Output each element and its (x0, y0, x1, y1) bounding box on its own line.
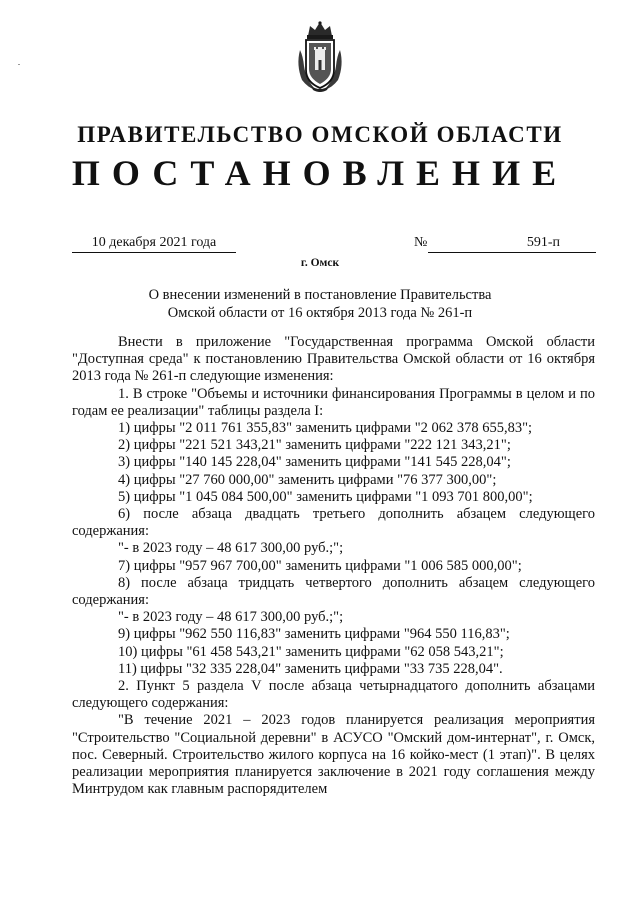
list-item: 7) цифры "957 967 700,00" заменить цифрами "1 006 585 000,00"; (118, 557, 522, 574)
city-label: г. Омск (300, 257, 340, 269)
heading-line: Омской области от 16 октября 2013 года № 261-п (167, 304, 473, 321)
heading-line: О внесении изменений в постановление Правительства (148, 287, 492, 303)
list-item: 6) после абзаца двадцать третьего дополнить абзацем следующего содержания: (72, 506, 595, 540)
clause-paragraph: 1. В строке "Объемы и источники финансирования Программы в целом и по годам ее реализации" таблицы раздела I: (72, 385, 595, 419)
clause-paragraph: 2. Пункт 5 раздела V после абзаца четырнадцатого дополнить абзацами следующего содержания: (72, 678, 595, 712)
document-number: 591-п (428, 235, 596, 253)
intro-paragraph: Внести в приложение "Государственная программа Омской области "Доступная среда" к постановлению Правительства Омской области от 16 октября 2013 года № 261-п следующие изменения: (72, 334, 595, 385)
quoted-insert: "В течение 2021 – 2023 годов планируется реализация мероприятия "Строительство "Социальной деревни" в АСУСО "Омский дом-интернат", г. Омск, пос. Северный. Строительство жилого корпуса на 16 койко-мест (1 этап)". В целях реализации мероприятия планируется заключение в 2021 году соглашения между Минтрудом как главным распорядителем (72, 712, 595, 798)
list-item: 8) после абзаца тридцать четвертого дополнить абзацем следующего содержания: (72, 574, 595, 609)
document-body (72, 334, 595, 798)
org-title: ПРАВИТЕЛЬСТВО ОМСКОЙ ОБЛАСТИ (77, 122, 563, 147)
quoted-insert: "- в 2023 году – 48 617 300,00 руб.;"; (118, 540, 344, 557)
document-type-title: ПОСТАНОВЛЕНИЕ (71, 153, 569, 193)
list-item: 1) цифры "2 011 761 355,83" заменить цифрами "2 062 378 655,83"; (118, 420, 533, 437)
list-item: 2) цифры "221 521 343,21" заменить цифрами "222 121 343,21"; (118, 437, 511, 454)
scan-speck (18, 64, 20, 65)
list-item: 10) цифры "61 458 543,21" заменить цифрами "62 058 543,21"; (118, 643, 504, 660)
list-item: 5) цифры "1 045 084 500,00" заменить цифрами "1 093 701 800,00"; (118, 488, 533, 505)
list-item: 9) цифры "962 550 116,83" заменить цифрами "964 550 116,83"; (118, 626, 510, 643)
omsk-coat-of-arms-icon (294, 20, 346, 94)
list-item: 4) цифры "27 760 000,00" заменить цифрами "76 377 300,00"; (118, 471, 497, 488)
list-item: 3) цифры "140 145 228,04" заменить цифрами "141 545 228,04"; (118, 454, 511, 471)
number-sign: № (414, 235, 428, 250)
document-date: 10 декабря 2021 года (72, 235, 236, 253)
document-heading (120, 287, 520, 322)
list-item: 11) цифры "32 335 228,04" заменить цифрами "33 735 228,04". (118, 660, 503, 677)
quoted-insert: "- в 2023 году – 48 617 300,00 руб.;"; (118, 609, 344, 626)
